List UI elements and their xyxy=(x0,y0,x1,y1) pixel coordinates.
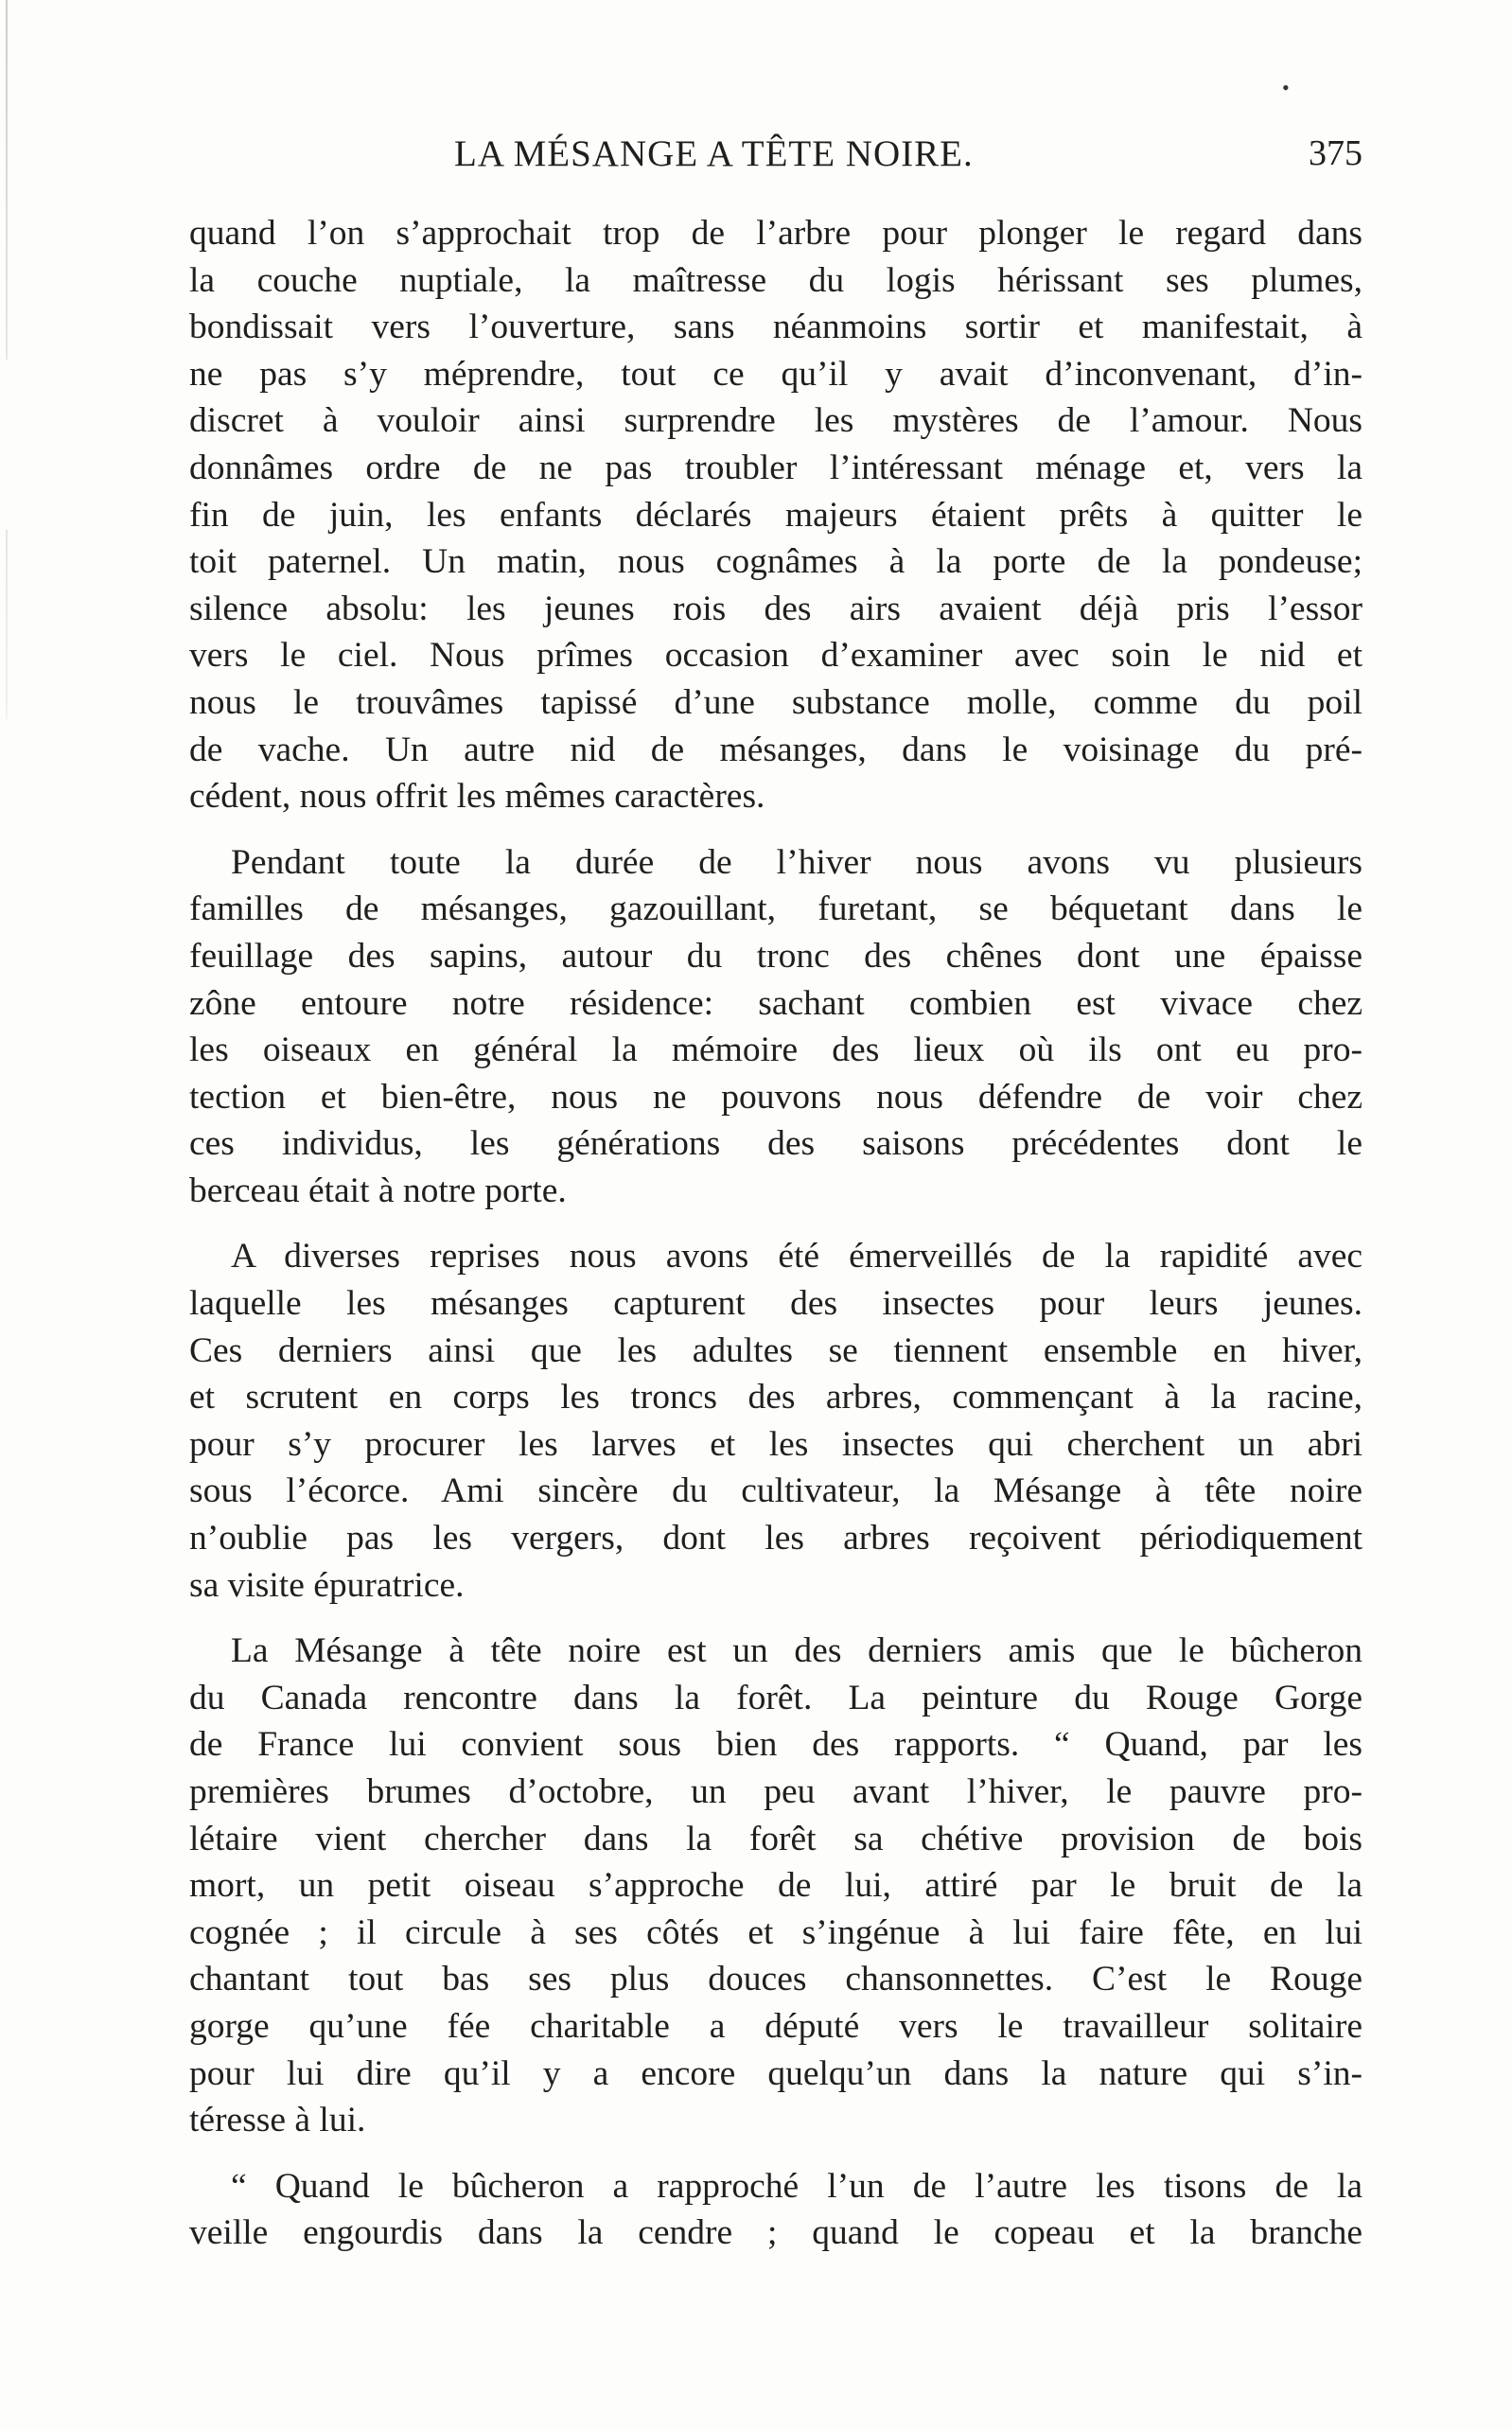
binding-edge-lower xyxy=(6,530,8,719)
text-line: gorge qu’une fée charitable a député vers le travailleur solitaire xyxy=(189,2006,1363,2046)
text-line: quand l’on s’approchait trop de l’arbre pour plonger le regard dans xyxy=(189,214,1363,253)
paragraph xyxy=(189,1233,1363,1609)
text-line: sa visite épuratrice. xyxy=(189,1565,465,1605)
text-line: premières brumes d’octobre, un peu avant l’hiver, le pauvre pro- xyxy=(189,1772,1363,1811)
binding-edge xyxy=(6,0,8,360)
ink-speck: • xyxy=(1282,76,1290,99)
text-line: chantant tout bas ses plus douces chansonnettes. C’est le Rouge xyxy=(189,1960,1363,1999)
text-line: Ces derniers ainsi que les adultes se tiennent ensemble en hiver, xyxy=(189,1330,1363,1370)
text-line: toit paternel. Un matin, nous cognâmes à la porte de la pondeuse; xyxy=(189,542,1363,582)
text-line: ne pas s’y méprendre, tout ce qu’il y avait d’inconvenant, d’in- xyxy=(189,354,1363,394)
text-line: pour s’y procurer les larves et les insectes qui cherchent un abri xyxy=(189,1424,1363,1464)
text-line: discret à vouloir ainsi surprendre les mystères de l’amour. Nous xyxy=(189,401,1363,441)
text-line: de vache. Un autre nid de mésanges, dans le voisinage du pré- xyxy=(189,730,1363,769)
text-line: “ Quand le bûcheron a rapproché l’un de l’autre les tisons de la xyxy=(231,2166,1363,2206)
text-line: létaire vient chercher dans la forêt sa chétive provision de bois xyxy=(189,1819,1363,1858)
text-line: berceau était à notre porte. xyxy=(189,1171,567,1210)
text-line: cédent, nous offrit les mêmes caractères. xyxy=(189,777,765,817)
text-line: mort, un petit oiseau s’approche de lui, attiré par le bruit de la xyxy=(189,1866,1363,1906)
text-line: zône entoure notre résidence: sachant combien est vivace chez xyxy=(189,983,1363,1023)
text-line: Pendant toute la durée de l’hiver nous avons vu plusieurs xyxy=(231,842,1363,882)
text-line: silence absolu: les jeunes rois des airs avaient déjà pris l’essor xyxy=(189,589,1363,628)
text-line: fin de juin, les enfants déclarés majeurs étaient prêts à quitter le xyxy=(189,495,1363,535)
text-line: ces individus, les générations des saisons précédentes dont le xyxy=(189,1124,1363,1164)
text-line: cognée ; il circule à ses côtés et s’ingénue à lui faire fête, en lui xyxy=(189,1912,1363,1952)
text-line: bondissait vers l’ouverture, sans néanmoins sortir et manifestait, à xyxy=(189,308,1363,347)
text-line: A diverses reprises nous avons été émerveillés de la rapidité avec xyxy=(231,1237,1363,1277)
paragraph xyxy=(189,1628,1363,2144)
body-text xyxy=(189,210,1363,2257)
text-line: téresse à lui. xyxy=(189,2101,366,2140)
running-title: LA MÉSANGE A TÊTE NOIRE. xyxy=(454,133,974,174)
text-line: laquelle les mésanges capturent des insectes pour leurs jeunes. xyxy=(189,1284,1363,1324)
page-header xyxy=(189,132,1363,180)
text-line: vers le ciel. Nous prîmes occasion d’examiner avec soin le nid et xyxy=(189,636,1363,676)
paragraph xyxy=(189,839,1363,1215)
page-number: 375 xyxy=(1309,133,1363,173)
paragraph xyxy=(189,2163,1363,2257)
text-line: de France lui convient sous bien des rapports. “ Quand, par les xyxy=(189,1725,1363,1765)
text-line: nous le trouvâmes tapissé d’une substance molle, comme du poil xyxy=(189,682,1363,722)
paragraph xyxy=(189,210,1363,820)
text-line: n’oublie pas les vergers, dont les arbres reçoivent périodiquement xyxy=(189,1519,1363,1558)
text-line: veille engourdis dans la cendre ; quand le copeau et la branche xyxy=(189,2213,1363,2253)
text-line: donnâmes ordre de ne pas troubler l’intéressant ménage et, vers la xyxy=(189,448,1363,487)
text-line: La Mésange à tête noire est un des derniers amis que le bûcheron xyxy=(231,1631,1363,1671)
text-line: tection et bien-être, nous ne pouvons nous défendre de voir chez xyxy=(189,1077,1363,1117)
text-line: pour lui dire qu’il y a encore quelqu’un dans la nature qui s’in- xyxy=(189,2053,1363,2093)
text-line: feuillage des sapins, autour du tronc des chênes dont une épaisse xyxy=(189,936,1363,976)
text-line: les oiseaux en général la mémoire des lieux où ils ont eu pro- xyxy=(189,1030,1363,1070)
text-line: la couche nuptiale, la maîtresse du logis hérissant ses plumes, xyxy=(189,260,1363,300)
text-line: du Canada rencontre dans la forêt. La peinture du Rouge Gorge xyxy=(189,1678,1363,1717)
text-line: sous l’écorce. Ami sincère du cultivateur, la Mésange à tête noire xyxy=(189,1471,1363,1511)
text-line: familles de mésanges, gazouillant, furetant, se béquetant dans le xyxy=(189,889,1363,929)
text-line: et scrutent en corps les troncs des arbres, commençant à la racine, xyxy=(189,1378,1363,1418)
